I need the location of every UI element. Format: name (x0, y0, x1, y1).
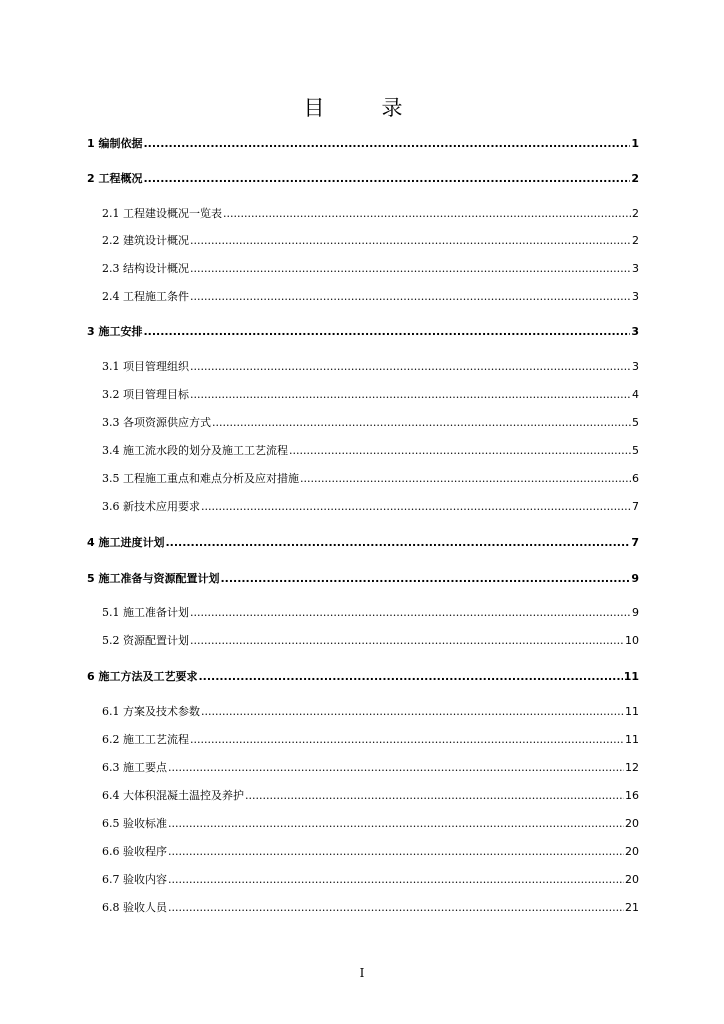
dot-leader (190, 634, 624, 648)
toc-entry-label: 2.3 结构设计概况 (102, 262, 189, 275)
toc-entry-label: 3.6 新技术应用要求 (102, 500, 200, 513)
toc-entry-5-1[interactable] (102, 606, 639, 620)
toc-entry-page: 4 (632, 388, 639, 401)
toc-entry-page: 3 (632, 290, 639, 303)
toc-entry-label: 6.3 施工要点 (102, 761, 167, 774)
toc-entry-6-6[interactable] (102, 845, 639, 859)
toc-entry-1[interactable] (87, 137, 639, 151)
toc-entry-label: 6.4 大体积混凝土温控及养护 (102, 789, 244, 802)
toc-entry-page: 7 (631, 536, 639, 549)
dot-leader (143, 137, 630, 151)
toc-entry-3-3[interactable] (102, 416, 639, 430)
toc-entry-page: 11 (625, 705, 639, 718)
toc-entry-label: 1 编制依据 (87, 137, 143, 150)
toc-entry-page: 2 (632, 207, 639, 220)
dot-leader (168, 845, 624, 859)
toc-entry-page: 5 (632, 444, 639, 457)
dot-leader (300, 472, 631, 486)
toc-entry-label: 3.3 各项资源供应方式 (102, 416, 211, 429)
toc-entry-label: 6 施工方法及工艺要求 (87, 670, 198, 683)
dot-leader (198, 670, 622, 684)
dot-leader (190, 290, 631, 304)
toc-entry-5-2[interactable] (102, 634, 639, 648)
page-title: 目 录 (303, 96, 421, 120)
dot-leader (168, 901, 624, 915)
dot-leader (165, 536, 630, 550)
toc-entry-label: 2.1 工程建设概况一览表 (102, 207, 222, 220)
toc-entry-2-2[interactable] (102, 234, 639, 248)
toc-entry-5[interactable] (87, 572, 639, 586)
toc-entry-3[interactable] (87, 325, 639, 339)
toc-entry-page: 5 (632, 416, 639, 429)
toc-entry-page: 3 (632, 360, 639, 373)
toc-entry-page: 9 (631, 572, 639, 585)
toc-entry-page: 11 (625, 733, 639, 746)
toc-entry-2-4[interactable] (102, 290, 639, 304)
toc-entry-label: 6.8 验收人员 (102, 901, 167, 914)
toc-entry-page: 7 (632, 500, 639, 513)
page-number-footer: I (359, 966, 365, 980)
toc-entry-label: 3 施工安排 (87, 325, 143, 338)
dot-leader (168, 873, 624, 887)
dot-leader (223, 207, 631, 221)
toc-entry-label: 5 施工准备与资源配置计划 (87, 572, 220, 585)
toc-entry-label: 3.5 工程施工重点和难点分析及应对措施 (102, 472, 299, 485)
dot-leader (168, 817, 624, 831)
dot-leader (289, 444, 631, 458)
toc-entry-page: 3 (632, 262, 639, 275)
toc-entry-6-5[interactable] (102, 817, 639, 831)
toc-entry-page: 12 (625, 761, 639, 774)
dot-leader (190, 262, 631, 276)
dot-leader (201, 500, 631, 514)
toc-entry-label: 3.2 项目管理目标 (102, 388, 189, 401)
toc-entry-page: 2 (631, 172, 639, 185)
toc-entry-page: 3 (631, 325, 639, 338)
toc-entry-page: 11 (623, 670, 639, 683)
toc-entry-label: 3.4 施工流水段的划分及施工工艺流程 (102, 444, 288, 457)
toc-entry-label: 6.7 验收内容 (102, 873, 167, 886)
toc-entry-page: 6 (632, 472, 639, 485)
toc-entry-3-6[interactable] (102, 500, 639, 514)
toc-entry-label: 6.1 方案及技术参数 (102, 705, 200, 718)
dot-leader (190, 388, 631, 402)
toc-entry-label: 3.1 项目管理组织 (102, 360, 189, 373)
toc-entry-6-2[interactable] (102, 733, 639, 747)
dot-leader (201, 705, 624, 719)
dot-leader (190, 234, 631, 248)
dot-leader (190, 606, 631, 620)
toc-entry-page: 21 (625, 901, 639, 914)
toc-entry-label: 6.6 验收程序 (102, 845, 167, 858)
toc-entry-label: 2.4 工程施工条件 (102, 290, 189, 303)
toc-entry-3-5[interactable] (102, 472, 639, 486)
toc-entry-label: 5.1 施工准备计划 (102, 606, 189, 619)
dot-leader (143, 172, 630, 186)
dot-leader (143, 325, 630, 339)
toc-entry-6-3[interactable] (102, 761, 639, 775)
toc-entry-4[interactable] (87, 536, 639, 550)
toc-entry-label: 6.2 施工工艺流程 (102, 733, 189, 746)
toc-entry-6-1[interactable] (102, 705, 639, 719)
toc-entry-6-8[interactable] (102, 901, 639, 915)
dot-leader (190, 360, 631, 374)
toc-entry-page: 20 (625, 817, 639, 830)
dot-leader (220, 572, 630, 586)
toc-entry-page: 10 (625, 634, 639, 647)
toc-entry-label: 2.2 建筑设计概况 (102, 234, 189, 247)
toc-entry-label: 4 施工进度计划 (87, 536, 165, 549)
toc-entry-page: 9 (632, 606, 639, 619)
toc-entry-page: 16 (625, 789, 639, 802)
toc-entry-2-1[interactable] (102, 207, 639, 221)
toc-entry-6-4[interactable] (102, 789, 639, 803)
dot-leader (168, 761, 624, 775)
toc-entry-2-3[interactable] (102, 262, 639, 276)
toc-entry-3-1[interactable] (102, 360, 639, 374)
toc-entry-page: 1 (631, 137, 639, 150)
toc-entry-label: 6.5 验收标准 (102, 817, 167, 830)
dot-leader (190, 733, 624, 747)
dot-leader (212, 416, 631, 430)
toc-entry-label: 5.2 资源配置计划 (102, 634, 189, 647)
toc-entry-page: 2 (632, 234, 639, 247)
toc-entry-6[interactable] (87, 670, 639, 684)
toc-entry-label: 2 工程概况 (87, 172, 143, 185)
dot-leader (245, 789, 624, 803)
toc-entry-3-4[interactable] (102, 444, 639, 458)
toc-entry-page: 20 (625, 873, 639, 886)
toc-entry-page: 20 (625, 845, 639, 858)
toc-entry-2[interactable] (87, 172, 639, 186)
toc-entry-3-2[interactable] (102, 388, 639, 402)
toc-entry-6-7[interactable] (102, 873, 639, 887)
